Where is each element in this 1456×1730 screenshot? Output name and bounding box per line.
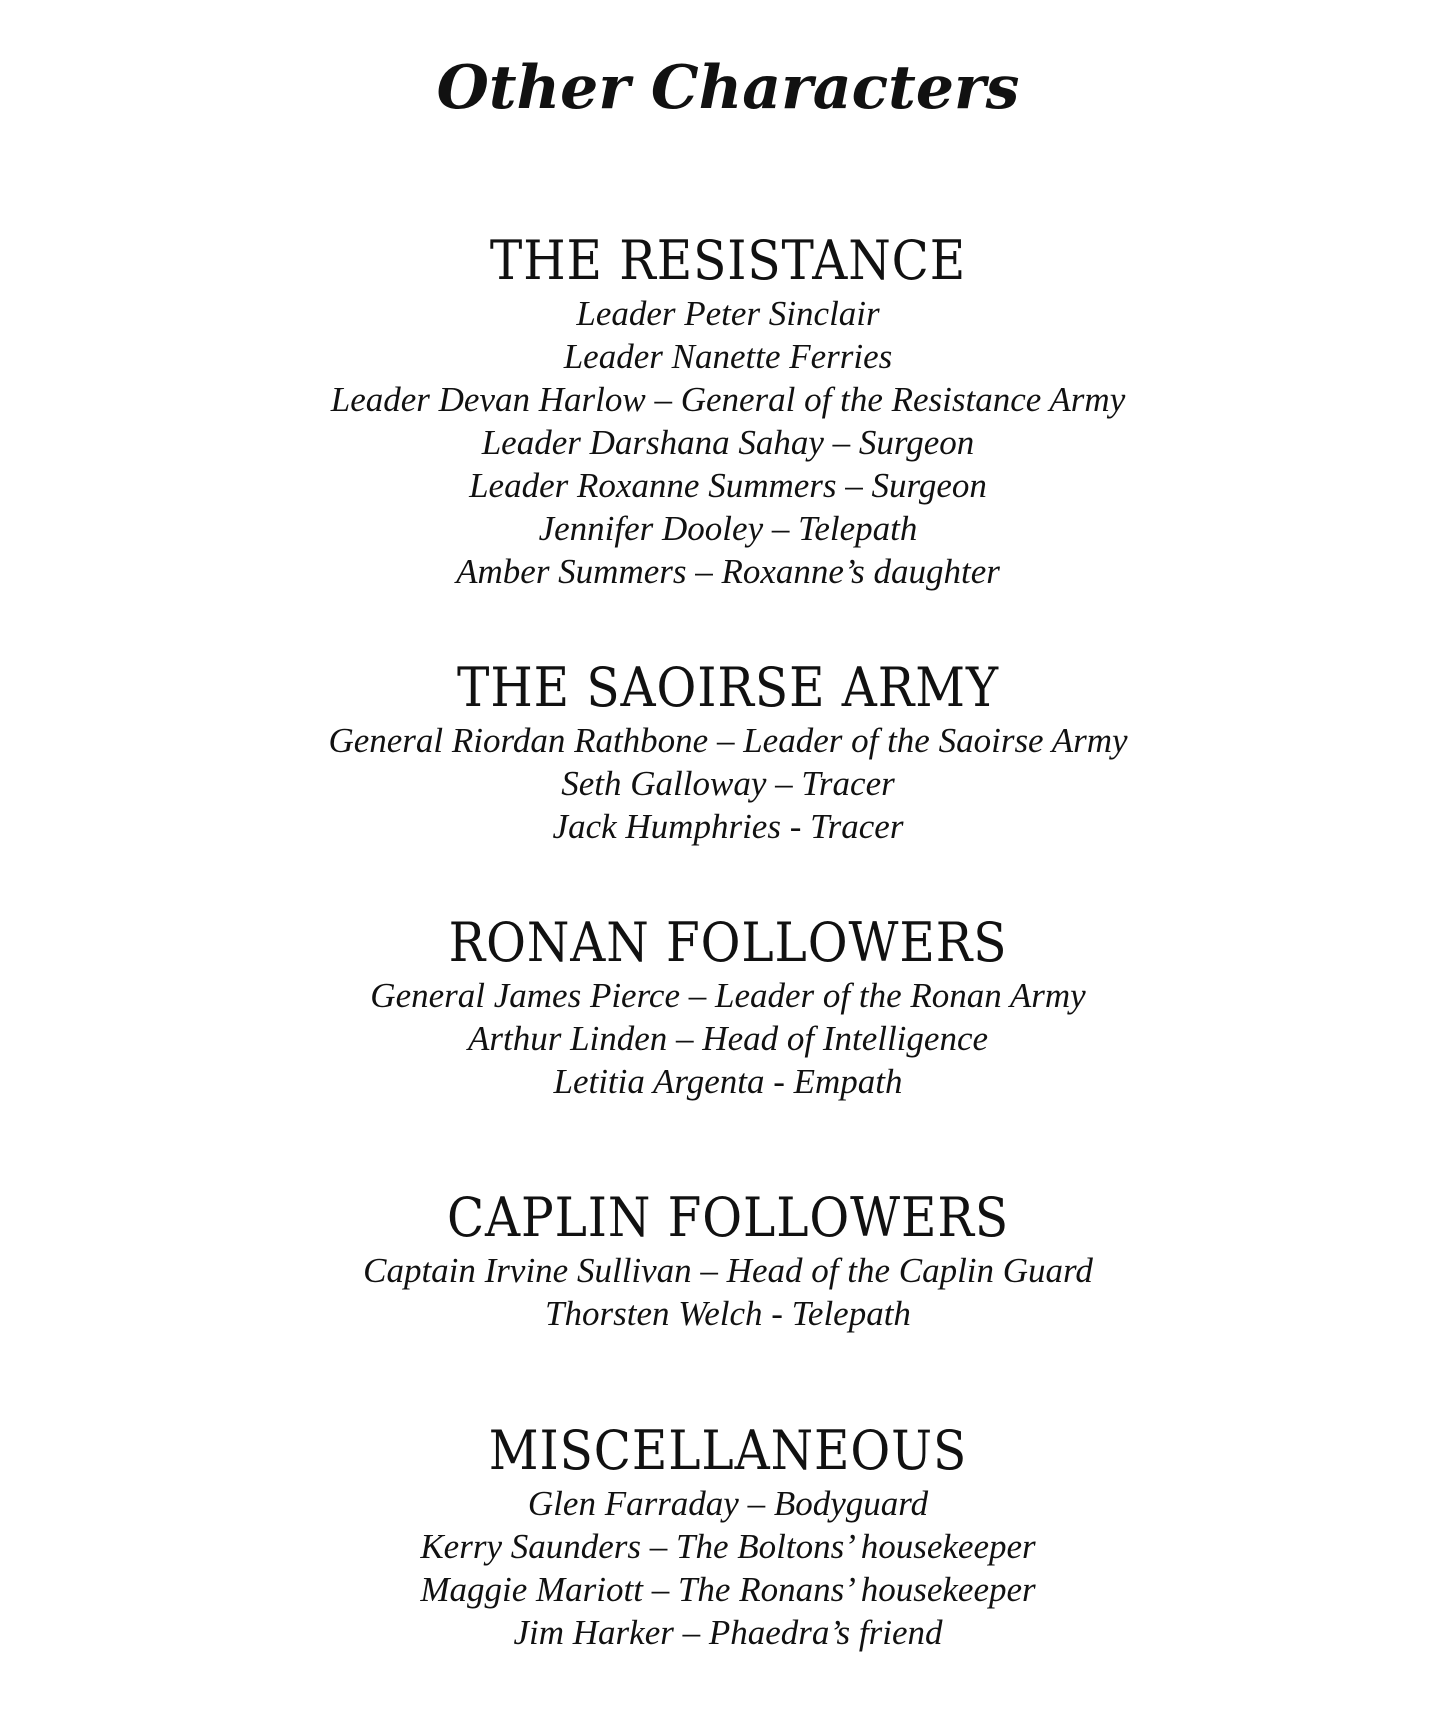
character-entry: Leader Roxanne Summers – Surgeon [469, 466, 987, 505]
character-list [0, 1249, 1456, 1335]
character-entry: Glen Farraday – Bodyguard [527, 1484, 929, 1523]
character-entry: Letitia Argenta - Empath [553, 1062, 903, 1101]
character-entry: Leader Nanette Ferries [563, 337, 893, 376]
character-entry: Leader Devan Harlow – General of the Resistance Army [330, 380, 1126, 419]
character-entry: Leader Darshana Sahay – Surgeon [481, 423, 975, 462]
character-entry: Jim Harker – Phaedra’s friend [513, 1613, 943, 1652]
character-entry: Captain Irvine Sullivan – Head of the Caplin Guard [363, 1251, 1093, 1290]
character-entry: Kerry Saunders – The Boltons’ housekeeper [420, 1527, 1036, 1566]
character-list [0, 974, 1456, 1103]
character-entry: Jennifer Dooley – Telepath [538, 509, 918, 548]
section-ronan-followers [0, 910, 1456, 1103]
character-entry: Thorsten Welch - Telepath [545, 1294, 911, 1333]
section-the-resistance [0, 228, 1456, 593]
section-heading: THE SAOIRSE ARMY [457, 656, 999, 719]
character-list [0, 719, 1456, 848]
character-entry: Maggie Mariott – The Ronans’ housekeeper [420, 1570, 1036, 1609]
character-list [0, 1482, 1456, 1654]
section-caplin-followers [0, 1185, 1456, 1335]
character-entry: Arthur Linden – Head of Intelligence [467, 1019, 989, 1058]
section-miscellaneous [0, 1418, 1456, 1654]
character-entry: Leader Peter Sinclair [576, 294, 880, 333]
character-entry: Amber Summers – Roxanne’s daughter [456, 552, 1000, 591]
section-heading: MISCELLANEOUS [488, 1419, 968, 1482]
character-list [0, 292, 1456, 593]
section-the-saoirse-army [0, 655, 1456, 848]
character-entry: Seth Galloway – Tracer [561, 764, 895, 803]
section-heading: CAPLIN FOLLOWERS [446, 1186, 1010, 1249]
character-entry: Jack Humphries - Tracer [552, 807, 904, 846]
section-heading: THE RESISTANCE [489, 229, 967, 292]
character-entry: General James Pierce – Leader of the Ronan Army [370, 976, 1086, 1015]
character-entry: General Riordan Rathbone – Leader of the Saoirse Army [328, 721, 1128, 760]
page-title: Other Characters [436, 53, 1020, 123]
section-heading: RONAN FOLLOWERS [448, 911, 1008, 974]
